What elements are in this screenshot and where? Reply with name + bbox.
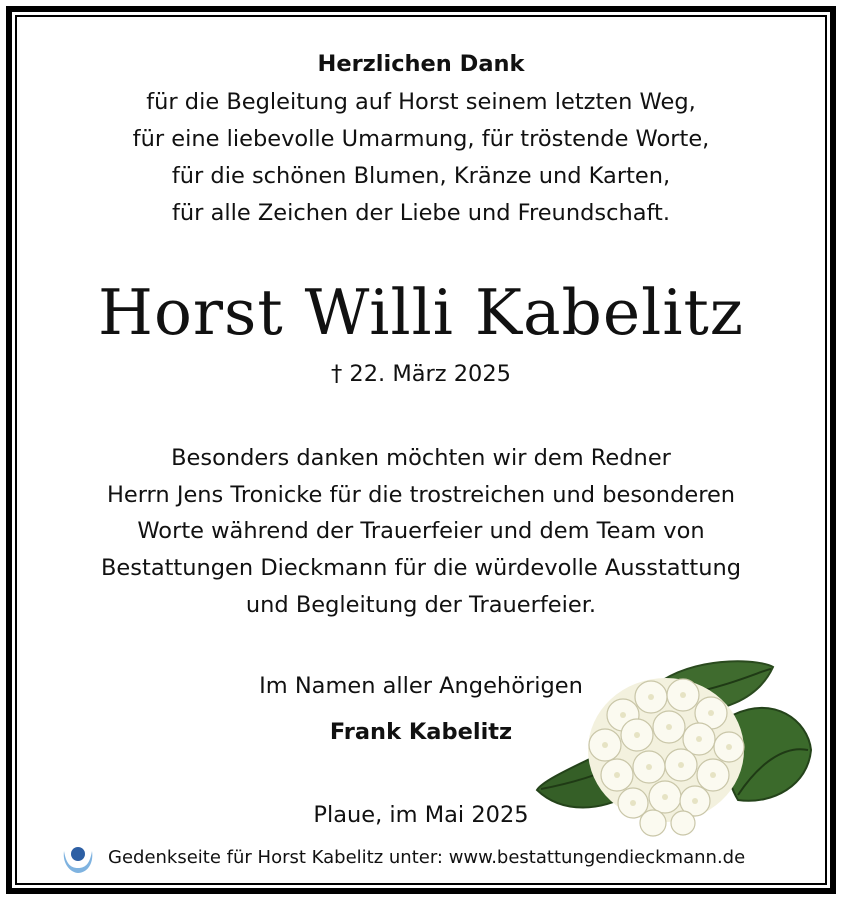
thanks-line: Bestattungen Dieckmann für die würdevolle Ausstattung: [101, 555, 741, 581]
thanks-line: und Begleitung der Trauerfeier.: [245, 592, 597, 618]
bestatter-logo-icon: [60, 839, 96, 875]
intro-line: für die Begleitung auf Horst seinem letzten Weg,: [146, 89, 696, 115]
signature-name: Frank Kabelitz: [329, 719, 513, 745]
intro-line: für eine liebevolle Umarmung, für tröstende Worte,: [132, 126, 710, 152]
thanks-line: Herrn Jens Tronicke für die trostreichen und besonderen: [106, 482, 736, 508]
place-date: Plaue, im Mai 2025: [313, 802, 529, 828]
memorial-page-footer: [60, 839, 745, 875]
thanks-line: Besonders danken möchten wir dem Redner: [171, 445, 671, 471]
intro-line: für alle Zeichen der Liebe und Freundschaft.: [172, 200, 670, 226]
hydrangea-flower-image: [533, 655, 815, 840]
signature-intro: Im Namen aller Angehörigen: [259, 673, 583, 699]
deceased-name: Horst Willi Kabelitz: [98, 276, 744, 349]
death-date: † 22. März 2025: [330, 361, 511, 387]
thanks-line: Worte während der Trauerfeier und dem Team von: [137, 518, 705, 544]
footer-text: Gedenkseite für Horst Kabelitz unter: www.bestattungendieckmann.de: [108, 846, 746, 868]
thanks-heading: Herzlichen Dank: [317, 51, 525, 77]
intro-line: für die schönen Blumen, Kränze und Karten,: [171, 163, 671, 189]
